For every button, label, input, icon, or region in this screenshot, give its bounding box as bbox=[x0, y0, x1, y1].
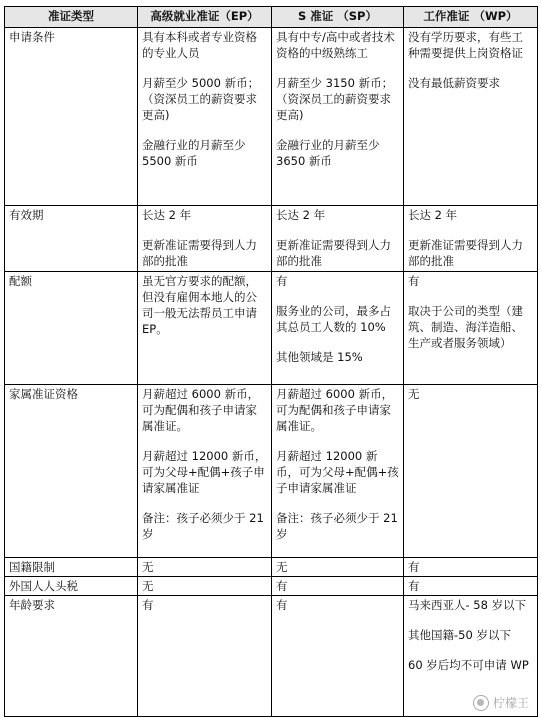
cell-paragraph: 更新准证需要得到人力部的批准 bbox=[142, 238, 257, 268]
table-row bbox=[5, 596, 538, 717]
cell-paragraph: 没有最低薪资要求 bbox=[408, 76, 500, 90]
table-body bbox=[5, 28, 538, 717]
cell-paragraph: 有 bbox=[276, 598, 288, 612]
header-pass-type: 准证类型 bbox=[5, 7, 138, 28]
cell-paragraph: 虽无官方要求的配额，但没有雇佣本地人的公司一般无法帮员工申请 EP。 bbox=[142, 274, 257, 336]
table-cell bbox=[272, 272, 404, 385]
table-cell bbox=[404, 206, 538, 272]
cell-paragraph: 没有学历要求，有些工种需要提供上岗资格证 bbox=[408, 30, 523, 60]
cell-paragraph: 有 bbox=[408, 579, 420, 593]
row-label: 有效期 bbox=[5, 206, 138, 272]
cell-paragraph: 金融行业的月薪至少 5500 新币 bbox=[142, 138, 246, 168]
cell-paragraph: 备注：孩子必须少于 21 岁 bbox=[276, 511, 398, 541]
cell-paragraph: 无 bbox=[276, 560, 288, 574]
table-row bbox=[5, 206, 538, 272]
cell-paragraph: 其他领域是 15% bbox=[276, 350, 363, 364]
cell-paragraph: 月薪超过 6000 新币，可为配偶和孩子申请家属准证。 bbox=[276, 387, 394, 433]
table-row bbox=[5, 558, 538, 577]
cell-paragraph: 有 bbox=[142, 598, 154, 612]
table-cell bbox=[272, 28, 404, 206]
cell-paragraph: 有 bbox=[408, 274, 420, 288]
cell-paragraph: 长达 2 年 bbox=[142, 208, 192, 222]
table-cell bbox=[138, 596, 272, 717]
cell-paragraph: 有 bbox=[276, 274, 288, 288]
header-sp: S 准证 （SP） bbox=[272, 7, 404, 28]
table-row bbox=[5, 28, 538, 206]
table-cell bbox=[404, 577, 538, 596]
table-row bbox=[5, 577, 538, 596]
table-cell bbox=[404, 272, 538, 385]
cell-paragraph: 其他国籍-50 岁以下 bbox=[408, 628, 511, 642]
table-cell bbox=[272, 558, 404, 577]
cell-paragraph: 无 bbox=[142, 560, 154, 574]
cell-paragraph: 无 bbox=[408, 387, 420, 401]
watermark-text: 柠檬王 bbox=[492, 696, 529, 710]
cell-paragraph: 更新准证需要得到人力部的批准 bbox=[408, 238, 523, 268]
cell-paragraph: 有 bbox=[408, 560, 420, 574]
table-cell bbox=[138, 577, 272, 596]
table-cell bbox=[404, 28, 538, 206]
table-cell bbox=[138, 385, 272, 558]
cell-paragraph: 取决于公司的类型（建筑、制造、海洋造船、生产或者服务领域） bbox=[408, 304, 523, 350]
cell-paragraph: 具有中专/高中或者技术资格的中级熟练工 bbox=[276, 30, 395, 60]
cell-paragraph: 有 bbox=[276, 579, 288, 593]
table-cell bbox=[138, 558, 272, 577]
cell-paragraph: 备注：孩子必须少于 21 岁 bbox=[142, 511, 264, 541]
header-ep: 高级就业准证（EP） bbox=[138, 7, 272, 28]
header-wp: 工作准证 （WP） bbox=[404, 7, 538, 28]
cell-paragraph: 金融行业的月薪至少 3650 新币 bbox=[276, 138, 380, 168]
table-cell bbox=[138, 272, 272, 385]
watermark bbox=[473, 694, 529, 711]
table-cell bbox=[272, 385, 404, 558]
table-cell bbox=[272, 206, 404, 272]
cell-paragraph: 具有本科或者专业资格的专业人员 bbox=[142, 30, 257, 60]
lemon-logo-icon bbox=[473, 695, 489, 711]
table-cell bbox=[138, 206, 272, 272]
cell-paragraph: 更新准证需要得到人力部的批准 bbox=[276, 238, 391, 268]
header-row bbox=[5, 7, 538, 28]
row-label: 配额 bbox=[5, 272, 138, 385]
cell-paragraph: 服务业的公司，最多占其总员工人数的 10% bbox=[276, 304, 391, 334]
table-cell bbox=[272, 577, 404, 596]
row-label: 国籍限制 bbox=[5, 558, 138, 577]
cell-paragraph: 长达 2 年 bbox=[276, 208, 326, 222]
work-pass-comparison-table bbox=[4, 6, 538, 717]
cell-paragraph: 长达 2 年 bbox=[408, 208, 458, 222]
table-cell bbox=[272, 596, 404, 717]
cell-paragraph: 月薪至少 5000 新币；（资深员工的薪资要求更高) bbox=[142, 76, 260, 122]
table-cell bbox=[138, 28, 272, 206]
row-label: 外国人人头税 bbox=[5, 577, 138, 596]
table-row bbox=[5, 272, 538, 385]
table-cell bbox=[404, 385, 538, 558]
table-row bbox=[5, 385, 538, 558]
cell-paragraph: 月薪至少 3150 新币；（资深员工的薪资要求更高) bbox=[276, 76, 394, 122]
row-label: 申请条件 bbox=[5, 28, 138, 206]
row-label: 年龄要求 bbox=[5, 596, 138, 717]
cell-paragraph: 月薪超过 12000 新币，可为父母+配偶+孩子申请家属准证 bbox=[142, 449, 267, 495]
cell-paragraph: 60 岁后均不可申请 WP bbox=[408, 658, 529, 672]
cell-paragraph: 月薪超过 6000 新币，可为配偶和孩子申请家属准证。 bbox=[142, 387, 260, 433]
cell-paragraph: 月薪超过 12000 新币，可为父母+配偶+孩子申请家属准证 bbox=[276, 449, 399, 495]
row-label: 家属准证资格 bbox=[5, 385, 138, 558]
cell-paragraph: 马来西亚人- 58 岁以下 bbox=[408, 598, 527, 612]
cell-paragraph: 无 bbox=[142, 579, 154, 593]
table-cell bbox=[404, 558, 538, 577]
